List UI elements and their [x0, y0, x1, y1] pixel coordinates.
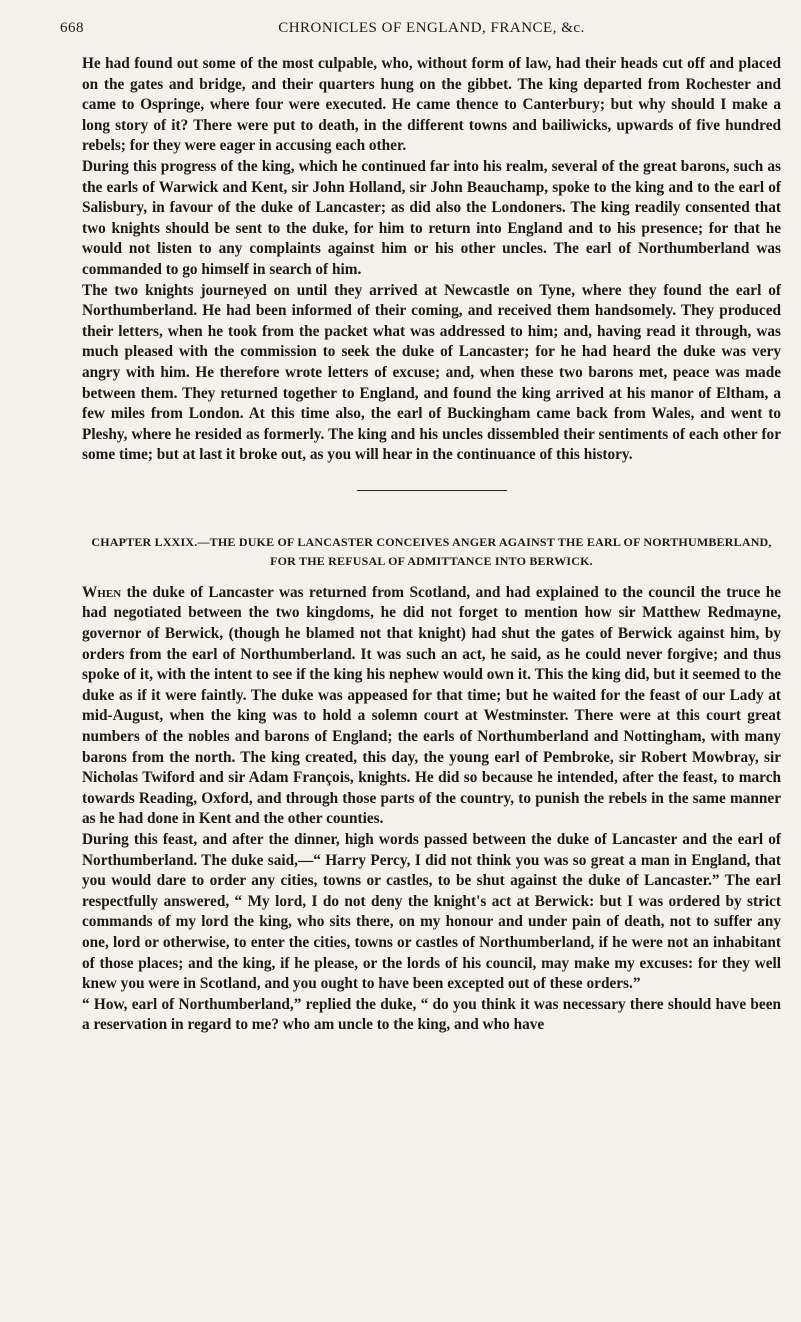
paragraph: He had found out some of the most culpable, who, without form of law, had their heads cut off and placed on the gates and bridge, and their quarters hung on the gibbet. The king departed from Rochester and came to Ospringe, where four were executed. He came thence to Canterbury; but why should I make a long story of it? There were put to death, in the different towns and bailiwicks, upwards of five hundred rebels; for they were eager in accusing each other.	[82, 55, 781, 155]
page-number: 668	[60, 20, 84, 36]
paragraph-text: the duke of Lancaster was returned from Scotland, and had explained to the council the truce he had negotiated between the two kingdoms, he did not forget to mention how sir Matthew Redmayne, governor of Berwick, (though he blamed not that knight) had shut the gates of Berwick against him, by orders from the earl of Northumberland. It was such an act, he said, as he could never forgive; and thus spoke of it, with the intent to see if the king his nephew would own it. This the king did, but it seemed to the duke as if it were faintly. The duke was appeased for that time; but he waited for the feast of our Lady at mid-August, when the king was to hold a solemn court at Westminster. There were at this court great numbers of the nobles and barons of England; the earls of Northumberland and Nottingham, with many barons from the north. The king created, this day, the young earl of Pembroke, sir Robert Mowbray, sir Nicholas Twiford and sir Adam François, knights. He did so because he intended, after the feast, to march towards Reading, Oxford, and through those parts of the country, to punish the rebels in the same manner as he had done in Kent and the other counties.	[82, 583, 781, 828]
chapter-first-paragraph	[82, 583, 781, 830]
paragraph: The two knights journeyed on until they arrived at Newcastle on Tyne, where they found the earl of Northumberland. He had been informed of their coming, and received them handsomely. They produced their letters, when he took from the packet what was addressed to him; and, having read it through, was much pleased with the commission to seek the duke of Lancaster; for he had heard the duke was very angry with him. He therefore wrote letters of excuse; and, when these two barons met, peace was made between them. They returned together to England, and found the king arrived at his manor of Eltham, a few miles from London. At this time also, the earl of Buckingham came back from Wales, and went to Pleshy, where he resided as formerly. The king and his uncles dissembled their sentiments of each other for some time; but at last it broke out, as you will hear in the continuance of this history.	[82, 281, 781, 464]
chapter-heading: CHAPTER LXXIX.—THE DUKE OF LANCASTER CONCEIVES ANGER AGAINST THE EARL OF NORTHUMBERLAND, FOR THE REFUSAL OF ADMITTANCE INTO BERWICK.	[91, 534, 772, 568]
paragraph: During this feast, and after the dinner, high words passed between the duke of Lancaster and the earl of Northumberland. The duke said,—“ Harry Percy, I did not think you was so great a man in England, that you would dare to order any cities, towns or castles, to be shut against the duke of Lancaster.” The earl respectfully answered, “ My lord, I do not deny the knight's act at Berwick: but I was ordered by strict commands of my lord the king, who sits there, on my honour and under pain of death, not to suffer any one, lord or otherwise, to enter the cities, towns or castles of Northumberland, if he were not an inhabitant of those places; and the king, if he please, or the lords of his council, may make my excuses: for they well knew you were in Scotland, and you ought to have been excepted out of these orders.”	[82, 831, 781, 993]
running-head	[60, 20, 781, 48]
section-divider	[357, 490, 507, 491]
paragraph: During this progress of the king, which he continued far into his realm, several of the great barons, such as the earls of Warwick and Kent, sir John Holland, sir John Beauchamp, spoke to the king and to the earl of Salisbury, in favour of the duke of Lancaster; as did also the Londoners. The king readily consented that two knights should be sent to the duke, for him to return into England and to his presence; for that he would not listen to any complaints against him or his other uncles. The earl of Northumberland was commanded to go himself in search of him.	[82, 157, 781, 278]
running-title: CHRONICLES OF ENGLAND, FRANCE, &c.	[278, 20, 585, 36]
body-text	[82, 54, 781, 1036]
drop-word: When	[82, 583, 122, 601]
paragraph: “ How, earl of Northumberland,” replied the duke, “ do you think it was necessary there should have been a reservation in regard to me? who am uncle to the king, and who have	[82, 995, 781, 1034]
